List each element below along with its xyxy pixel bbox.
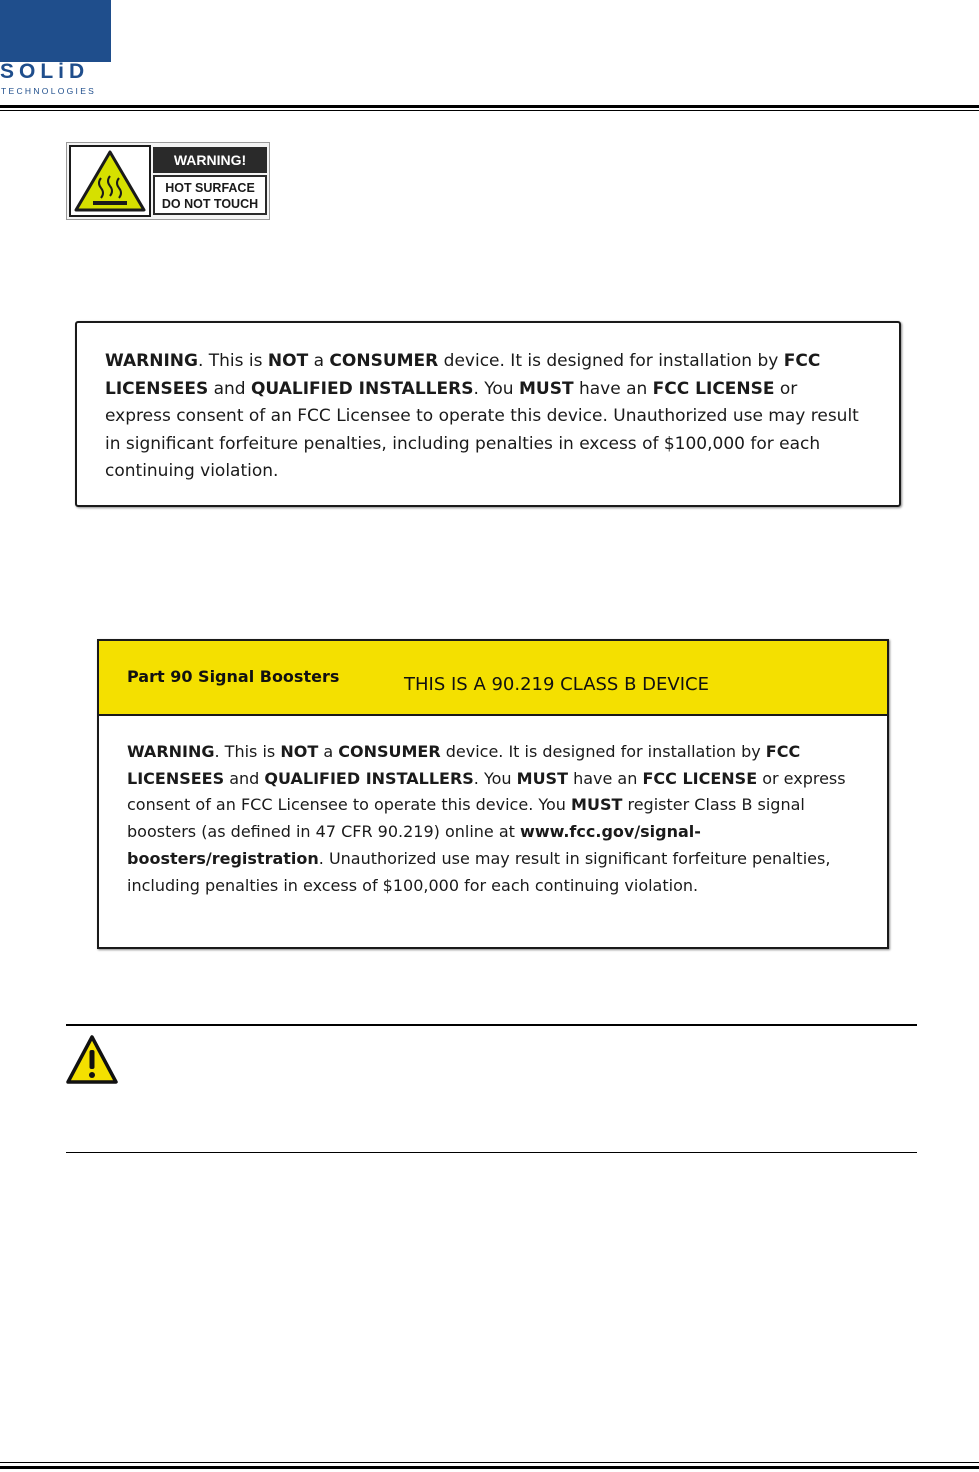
label-line-2: DO NOT TOUCH [161,197,259,211]
notice-1-segment: or express consent of an FCC Licensee to operate this device. Unauthorized use may result in significant forfeiture penalties, including penalties in excess of $100,000 for each continuing violation. [105,378,859,481]
notice-2-segment: have an [568,768,643,788]
hot-surface-icon [69,145,151,217]
label-heading: WARNING! [153,147,267,173]
part90-notice [97,639,889,949]
notice-1-segment: QUALIFIED INSTALLERS [250,378,474,399]
notice-1-segment: FCC LICENSEES [105,351,821,399]
notice-1-segment: . This is [197,351,268,371]
notice-2-segment: CONSUMER [338,742,441,761]
label-body [153,175,267,215]
notice-2-segment: FCC LICENSEES [127,742,801,788]
notice-2-segment: MUST [516,768,568,788]
header-rule-thick [0,105,979,108]
notice-2-segment: QUALIFIED INSTALLERS [264,768,474,788]
notice-2-segment: or express consent of an FCC Licensee to operate this device. You [127,768,846,815]
notice-2-segment: WARNING [127,742,215,761]
band-device-class: THIS IS A 90.219 CLASS B DEVICE [404,674,709,695]
notice-2-segment: MUST [571,795,623,815]
logo-block [0,0,111,62]
notice-2-segment: . Unauthorized use may result in significant forfeiture penalties, including penalties in excess of $100,000 for each continuing violation. [127,848,831,895]
notice-1-segment: and [208,378,251,399]
notice-2-segment: . This is [214,742,281,761]
footer-rule-thin [0,1462,979,1463]
fcc-warning-notice [75,321,901,507]
notice-1-segment: . You [473,378,519,399]
label-line-1: HOT SURFACE [165,181,255,195]
notice-2-segment: a [318,742,339,761]
logo-word: SOLiD [0,60,90,83]
caution-triangle-icon [66,1034,118,1086]
notice-2-segment: device. It is designed for installation by [440,742,766,761]
notice-1-segment: MUST [518,378,574,399]
notice-2-segment: register Class B signal boosters (as defined in 47 CFR 90.219) online at [127,795,805,842]
notice-2-segment: www.fcc.gov/signal-boosters/registration [127,822,701,868]
notice-1-text [105,348,865,486]
footer-rule-thick [0,1466,979,1469]
caution-rule-top [66,1024,917,1026]
notice-header-band [99,641,887,716]
notice-1-segment: FCC LICENSE [652,378,775,399]
notice-2-segment: NOT [280,742,319,761]
notice-2-segment: and [224,768,265,788]
notice-1-segment: device. It is designed for installation by [438,351,784,371]
header-rule-thin [0,110,979,111]
company-logo [0,0,112,97]
notice-1-segment: WARNING [105,351,198,371]
notice-1-segment: NOT [267,351,309,371]
caution-rule-bottom [66,1152,917,1153]
hot-surface-label [66,142,270,220]
notice-2-text [127,739,867,899]
band-title: Part 90 Signal Boosters [127,667,340,686]
logo-subtitle: TECHNOLOGIES [1,86,97,96]
notice-2-segment: . You [473,768,517,788]
notice-1-segment: CONSUMER [329,351,439,371]
notice-2-segment: FCC LICENSE [642,768,758,788]
notice-1-segment: have an [573,378,653,399]
notice-1-segment: a [308,351,330,371]
